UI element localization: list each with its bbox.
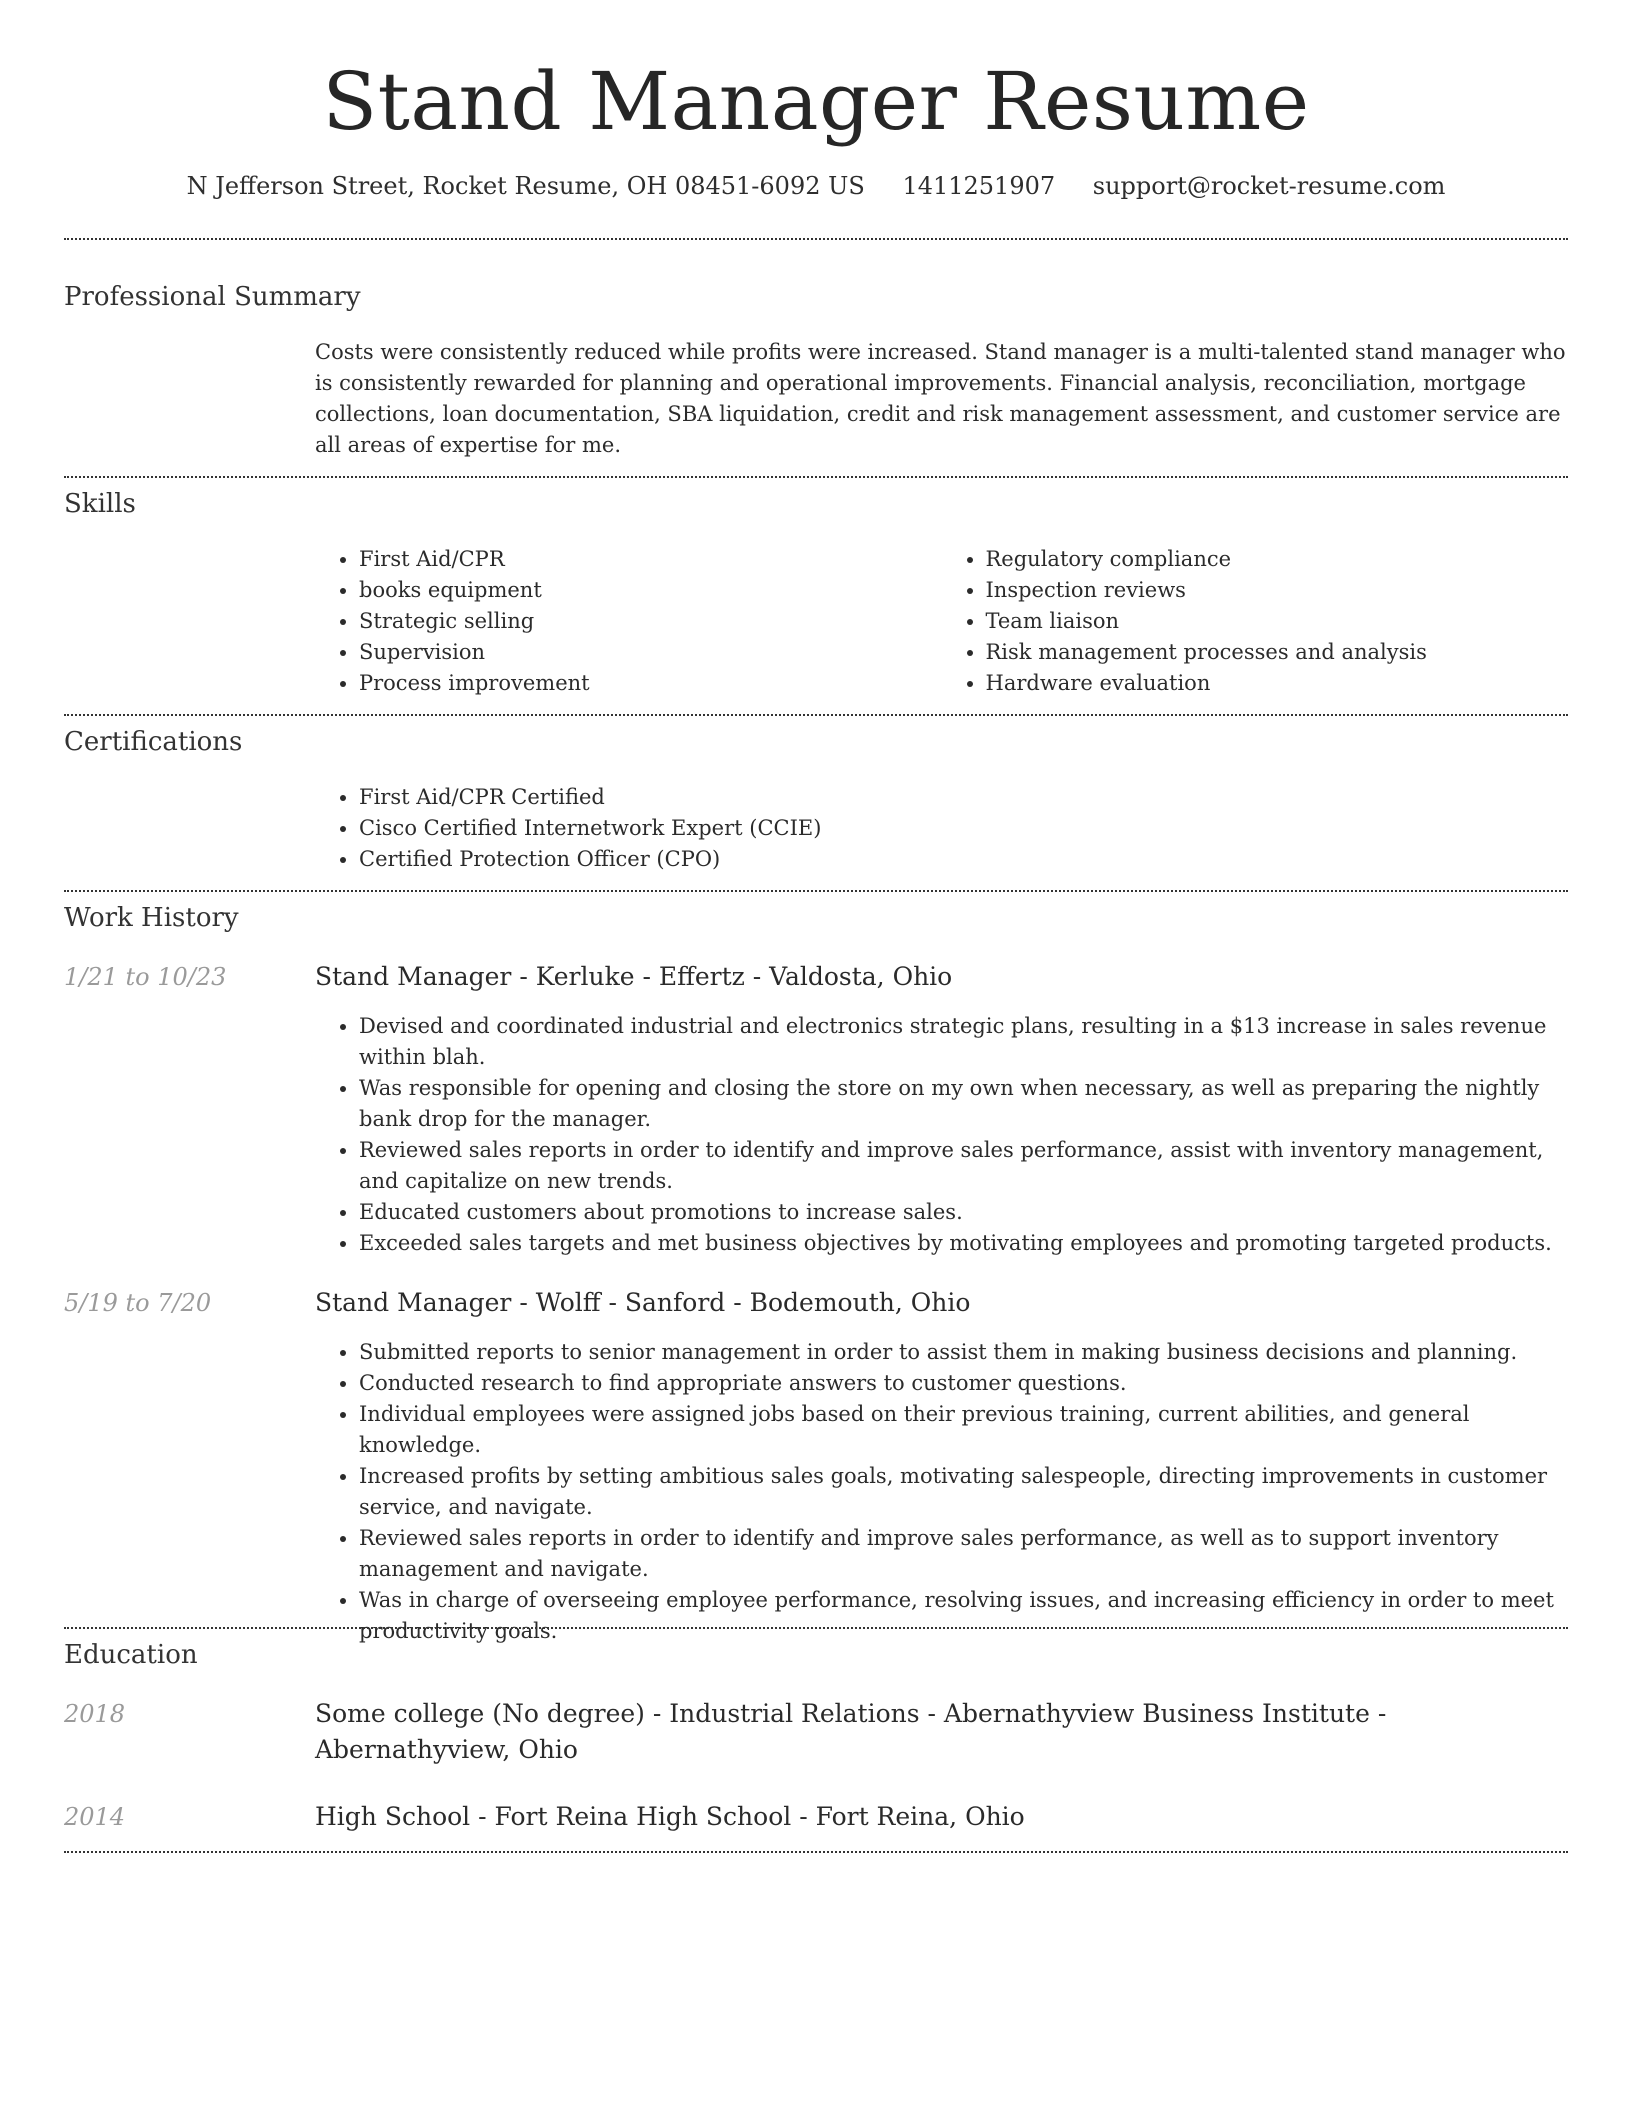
job-details: - Wolff - Sanford - Bodemouth, Ohio [511, 1288, 971, 1317]
contact-address: N Jefferson Street, Rocket Resume, OH 08451-6092 US [186, 172, 865, 200]
education-entry [315, 1696, 1568, 1768]
contact-line [64, 170, 1568, 202]
contact-phone: 1411251907 [902, 172, 1056, 200]
skill-item: • Strategic selling [359, 606, 942, 637]
divider [64, 238, 1568, 240]
job-bullet: • Reviewed sales reports in order to identify and improve sales performance, assist with inventory management, and capitalize on new trends. [359, 1135, 1568, 1197]
education-entry [315, 1799, 1568, 1835]
job-title [315, 959, 1568, 995]
job-bullet: • Devised and coordinated industrial and electronics strategic plans, resulting in a $13 increase in sales revenue within blah. [359, 1011, 1568, 1073]
certifications-list [315, 782, 1568, 875]
divider [64, 1627, 1568, 1629]
job-bullet: • Conducted research to find appropriate answers to customer questions. [359, 1368, 1568, 1399]
job-dates: 1/21 to 10/23 [64, 963, 227, 991]
education-heading: Education [64, 1640, 198, 1670]
skill-item: • books equipment [359, 575, 942, 606]
resume-title: Stand Manager Resume [322, 55, 1310, 148]
job-dates: 5/19 to 7/20 [64, 1289, 212, 1317]
divider [64, 476, 1568, 478]
divider [64, 714, 1568, 716]
skill-item: • Hardware evaluation [986, 668, 1569, 699]
summary-heading: Professional Summary [64, 282, 361, 312]
contact-email: support@rocket-resume.com [1092, 172, 1446, 200]
certification-item: • First Aid/CPR Certified [359, 782, 1568, 813]
job-bullet: • Exceeded sales targets and met business objectives by motivating employees and promoting targeted products. [359, 1228, 1568, 1259]
education-degree: Some college (No degree) - Industrial Relations [315, 1699, 920, 1728]
resume-header [64, 0, 1568, 202]
job-bullet: • Individual employees were assigned jobs based on their previous training, current abilities, and general knowledge. [359, 1399, 1568, 1461]
job-bullet: • Submitted reports to senior management in order to assist them in making business decisions and planning. [359, 1337, 1568, 1368]
skills-column-left [315, 544, 942, 699]
job-bullet: • Reviewed sales reports in order to identify and improve sales performance, as well as to support inventory management and navigate. [359, 1523, 1568, 1585]
job-bullets [315, 1011, 1568, 1259]
divider [64, 890, 1568, 892]
education-year: 2014 [64, 1803, 126, 1831]
summary-body [315, 337, 1568, 461]
job-bullet: • Was responsible for opening and closing the store on my own when necessary, as well as preparing the nightly bank drop for the manager. [359, 1073, 1568, 1135]
certification-item: • Certified Protection Officer (CPO) [359, 844, 1568, 875]
job-title [315, 1285, 1568, 1321]
education-year: 2018 [64, 1700, 126, 1728]
skill-item: • Process improvement [359, 668, 942, 699]
skills-list [315, 544, 1568, 699]
job-bullet: • Educated customers about promotions to increase sales. [359, 1197, 1568, 1228]
job-details: - Kerluke - Effertz - Valdosta, Ohio [511, 962, 953, 991]
education-degree: High School [315, 1802, 471, 1831]
skill-item: • Risk management processes and analysis [986, 637, 1569, 668]
summary-text: Costs were consistently reduced while profits were increased. Stand manager is a multi-talented stand manager who is consistently rewarded for planning and operational improvements. Financial analysis, reconciliation, mortgage collections, loan documentation, SBA liquidation, credit and risk management assessment, and customer service are all areas of expertise for me. [315, 340, 1566, 457]
education-school: - Fort Reina High School - Fort Reina, Ohio [470, 1802, 1025, 1831]
job-bullet: • Increased profits by setting ambitious sales goals, motivating salespeople, directing improvements in customer service, and navigate. [359, 1461, 1568, 1523]
job-role: Stand Manager [315, 962, 512, 991]
job-bullets [315, 1337, 1568, 1647]
education-school: - Abernathyview Business Institute - Abernathyview, Ohio [315, 1699, 1387, 1764]
job-bullet: • Was in charge of overseeing employee performance, resolving issues, and increasing efficiency in order to meet productivity goals. [359, 1585, 1568, 1647]
skill-item: • Inspection reviews [986, 575, 1569, 606]
skills-heading: Skills [64, 489, 136, 519]
divider [64, 1851, 1568, 1853]
skill-item: • Supervision [359, 637, 942, 668]
certifications-heading: Certifications [64, 727, 243, 757]
skill-item: • Team liaison [986, 606, 1569, 637]
skills-column-right [942, 544, 1569, 699]
certification-item: • Cisco Certified Internetwork Expert (CCIE) [359, 813, 1568, 844]
work-history-heading: Work History [64, 903, 239, 933]
job-role: Stand Manager [315, 1288, 512, 1317]
skill-item: • First Aid/CPR [359, 544, 942, 575]
skill-item: • Regulatory compliance [986, 544, 1569, 575]
